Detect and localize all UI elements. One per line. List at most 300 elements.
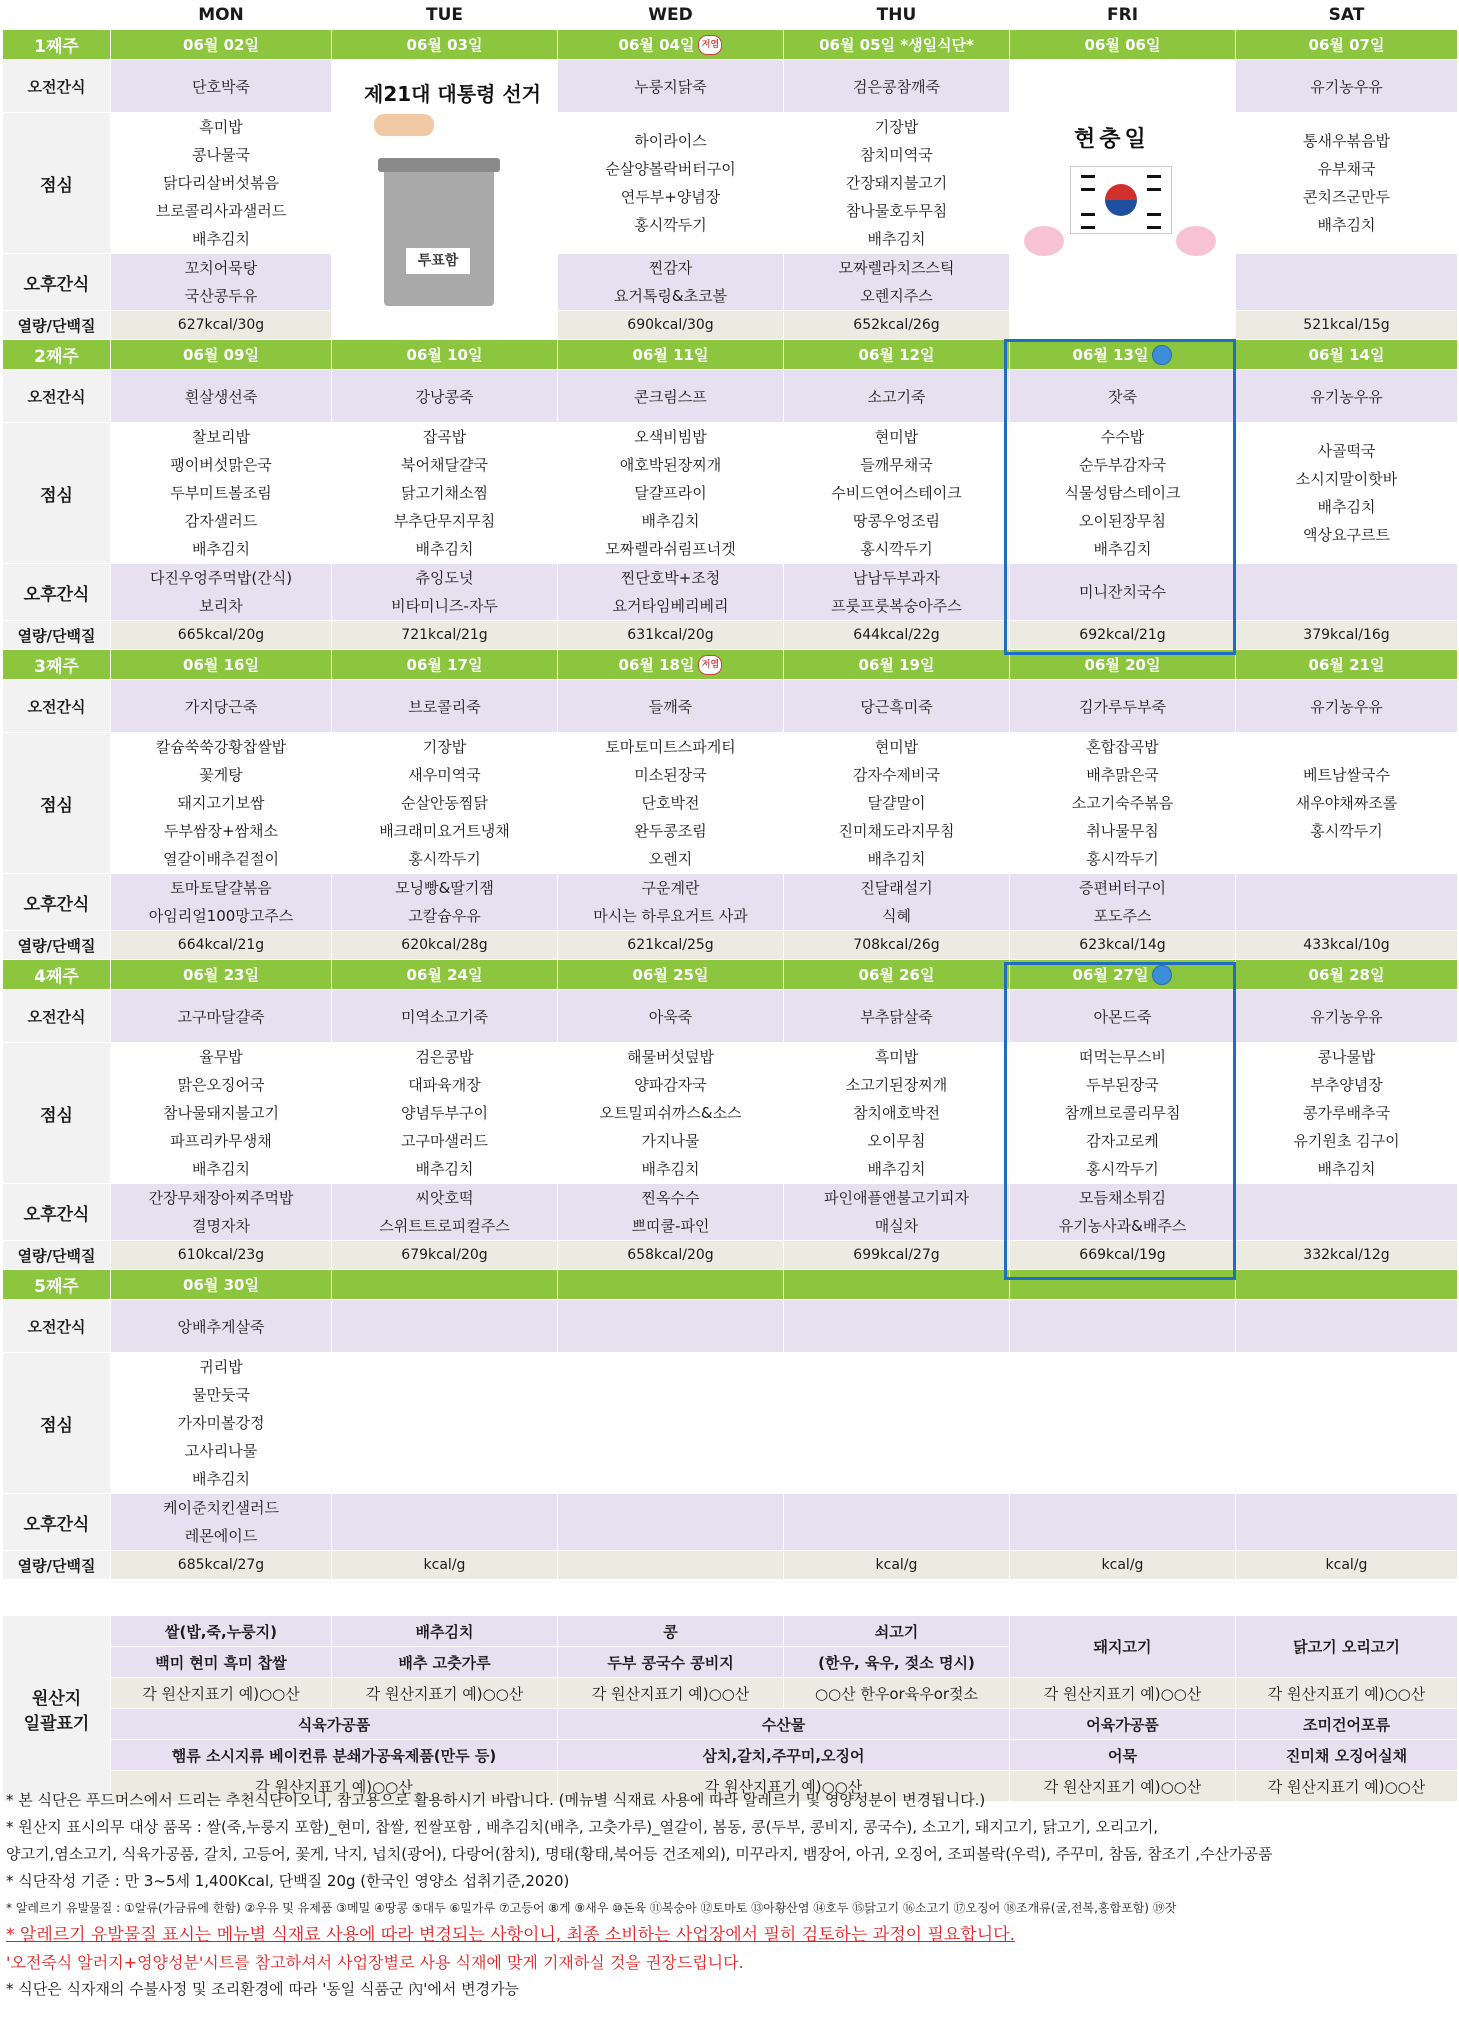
pm-snack-cell [558, 1494, 784, 1551]
date-cell [1010, 30, 1236, 60]
date-text: 06월 26일 [858, 966, 935, 984]
menu-item: 케이준치킨샐러드 [163, 1499, 279, 1517]
menu-item: 매실차 [874, 1217, 919, 1235]
lunch-cell [1010, 733, 1236, 874]
lunch-cell [1010, 423, 1236, 564]
kcal-cell: 685kcal/27g [111, 1551, 332, 1580]
menu-item: 팽이버섯맑은국 [170, 456, 272, 474]
day-tue: TUE [332, 1, 558, 30]
origin-dried-items: 진미채 오징어실채 [1236, 1740, 1458, 1771]
am-snack-cell: 당근흑미죽 [784, 680, 1010, 733]
pm-snack-label: 오후간식 [3, 1494, 111, 1551]
date-cell [784, 340, 1010, 370]
pm-snack-cell [1010, 874, 1236, 931]
kcal-row [3, 311, 1458, 340]
menu-item: 미소된장국 [634, 766, 707, 784]
menu-item: 토마토미트스파게티 [605, 738, 736, 756]
menu-item: 찐단호박+조청 [620, 569, 721, 587]
menu-item: 찐감자 [648, 259, 693, 277]
date-cell [784, 960, 1010, 990]
origin-val: 각 원산지표기 예)○○산 [111, 1771, 558, 1802]
menu-item: 열갈이배추겉절이 [163, 850, 279, 868]
origin-val: ○○산 한우or육우or젖소 [784, 1678, 1010, 1709]
menu-item: 고사리나물 [184, 1442, 258, 1460]
menu-item: 하이라이스 [634, 132, 707, 150]
menu-item: 베트남쌀국수 [1303, 766, 1390, 784]
lunch-cell [784, 733, 1010, 874]
date-text: 06월 30일 [183, 1276, 259, 1294]
week-header-row [3, 650, 1458, 680]
lunch-label: 점심 [3, 733, 111, 874]
pm-snack-cell [784, 1184, 1010, 1241]
kcal-cell: 652kcal/26g [784, 311, 1010, 340]
pm-snack-cell [332, 1184, 558, 1241]
note-allergen-list: * 알레르기 유발물질 : ①알류(가금류에 한함) ②우유 및 유제품 ③메밀 ④땅콩 ⑤대두 ⑥밀가루 ⑦고등어 ⑧게 ⑨새우 ⑩돈육 ⑪복숭아 ⑫토마토 ⑬아황산염 ⑭호두 ⑮닭고기 ⑯소고기 ⑰오징어 ⑱조개류(굴,전복,홍합포함) ⑲잣 [6, 1901, 1177, 1915]
kcal-cell: 521kcal/15g [1236, 311, 1458, 340]
menu-item: 들깨무채국 [860, 456, 933, 474]
am-snack-cell [1010, 1300, 1236, 1353]
am-snack-cell: 콘크림스프 [558, 370, 784, 423]
date-text: 06월 02일 [183, 36, 259, 54]
menu-item: 물만둣국 [192, 1386, 250, 1404]
menu-item: 포도주스 [1093, 907, 1152, 925]
date-text: 06월 16일 [183, 656, 259, 674]
lunch-cell [111, 733, 332, 874]
week-header-row [3, 1270, 1458, 1300]
corner-cell [3, 1, 111, 30]
lunch-cell [558, 113, 784, 254]
menu-item: 감자샐러드 [184, 512, 258, 530]
menu-item: 부추단무지무침 [393, 512, 496, 530]
date-text: 06월 23일 [183, 966, 259, 984]
menu-item: 배추김치 [192, 1160, 250, 1178]
menu-item: 오트밀피쉬까스&소스 [599, 1104, 742, 1122]
menu-item: 부추양념장 [1310, 1076, 1383, 1094]
lunch-cell [784, 1043, 1010, 1184]
pm-snack-cell [1010, 564, 1236, 621]
pm-snack-label: 오후간식 [3, 1184, 111, 1241]
menu-item: 아임리얼100망고주스 [148, 907, 294, 925]
lunch-cell [111, 423, 332, 564]
menu-item: 요거타임베리베리 [612, 597, 729, 615]
origin-val: 각 원산지표기 예)○○산 [111, 1678, 332, 1709]
menu-item: 새우미역국 [408, 766, 481, 784]
am-snack-cell: 앙배추게살죽 [111, 1300, 332, 1353]
menu-item: 배추김치 [1317, 216, 1376, 234]
am-snack-label: 오전간식 [3, 680, 111, 733]
pm-snack-cell [1236, 254, 1458, 311]
lunch-cell [558, 1043, 784, 1184]
menu-item: 흑미밥 [874, 1048, 919, 1066]
menu-item: 북어채달걀국 [401, 456, 488, 474]
menu-item: 배추김치 [415, 1160, 474, 1178]
menu-item: 토마토달걀볶음 [170, 879, 272, 897]
menu-item: 보리차 [199, 597, 243, 615]
lunch-cell [111, 1353, 332, 1494]
kcal-row [3, 1241, 1458, 1270]
am-snack-cell: 강낭콩죽 [332, 370, 558, 423]
menu-item: 배추김치 [1317, 498, 1376, 516]
menu-item: 수수밥 [1100, 428, 1145, 446]
origin-table [2, 1615, 1458, 1802]
origin-val: 각 원산지표기 예)○○산 [1236, 1771, 1458, 1802]
menu-item: 프룻프룻복숭아주스 [831, 597, 962, 615]
kcal-label: 열량/단백질 [3, 1241, 111, 1270]
origin-chicken-head: 닭고기 오리고기 [1236, 1616, 1458, 1678]
date-text: 06월 07일 [1308, 36, 1385, 54]
menu-item: 오렌지주스 [860, 287, 933, 305]
kcal-cell: 721kcal/21g [332, 621, 558, 650]
menu-item: 기장밥 [874, 118, 919, 136]
menu-item: 배추맑은국 [1086, 766, 1159, 784]
low-salt-icon: 저염 [698, 655, 722, 675]
lunch-label: 점심 [3, 1353, 111, 1494]
menu-item: 검은콩밥 [415, 1048, 474, 1066]
date-text: 06월 14일 [1308, 346, 1385, 364]
menu-item: 배추김치 [1093, 540, 1152, 558]
kcal-cell: 708kcal/26g [784, 931, 1010, 960]
week-header-row [3, 340, 1458, 370]
menu-item: 배추김치 [1317, 1160, 1376, 1178]
date-cell [558, 30, 784, 60]
menu-item: 배추김치 [867, 230, 926, 248]
lunch-cell [1236, 1353, 1458, 1494]
menu-item: 오색비빔밥 [634, 428, 707, 446]
date-cell [784, 30, 1010, 60]
menu-item: 배추김치 [192, 230, 250, 248]
week-header-row [3, 960, 1458, 990]
menu-item: 연두부+양념장 [620, 188, 721, 206]
menu-item: 현미밥 [874, 738, 919, 756]
menu-item: 칼슘쑥쑥강황찹쌀밥 [155, 738, 287, 756]
lunch-cell [1236, 733, 1458, 874]
pm-snack-cell [784, 564, 1010, 621]
pm-snack-label: 오후간식 [3, 254, 111, 311]
date-cell [784, 1270, 1010, 1300]
menu-item: 홍시깍두기 [634, 216, 707, 234]
lunch-cell [1010, 1353, 1236, 1494]
lunch-label: 점심 [3, 113, 111, 254]
date-text: 06월 09일 [183, 346, 259, 364]
lunch-row [3, 733, 1458, 874]
pm-snack-cell [111, 564, 332, 621]
globe-icon [1152, 345, 1172, 365]
date-text: 06월 25일 [632, 966, 709, 984]
date-cell [1010, 1270, 1236, 1300]
day-wed: WED [558, 1, 784, 30]
am-snack-row [3, 60, 1458, 113]
election-illustration [334, 66, 544, 316]
menu-item: 귀리밥 [199, 1358, 243, 1376]
menu-item: 식물성탐스테이크 [1064, 484, 1181, 502]
ballot-box-label: 투표함 [406, 248, 470, 274]
menu-item: 떠먹는무스비 [1079, 1048, 1166, 1066]
menu-item: 배추김치 [192, 1470, 250, 1488]
menu-item: 결명자차 [192, 1217, 250, 1235]
kcal-label: 열량/단백질 [3, 931, 111, 960]
menu-item: 가지나물 [641, 1132, 700, 1150]
pm-snack-row [3, 254, 1458, 311]
date-cell [558, 340, 784, 370]
pm-snack-row [3, 874, 1458, 931]
menu-item: 스위트트로피컬주스 [379, 1217, 510, 1235]
date-text: 06월 05일 *생일식단* [819, 36, 974, 54]
menu-item: 대파육개장 [408, 1076, 481, 1094]
menu-item: 홍시깍두기 [408, 850, 481, 868]
lunch-cell [1236, 113, 1458, 254]
lunch-cell [332, 423, 558, 564]
day-thu: THU [784, 1, 1010, 30]
day-header-row [3, 1, 1458, 30]
am-snack-cell: 단호박죽 [111, 60, 332, 113]
week-header-row [3, 30, 1458, 60]
menu-item: 꽃게탕 [199, 766, 243, 784]
origin-pork-head: 돼지고기 [1010, 1616, 1236, 1678]
am-snack-label: 오전간식 [3, 1300, 111, 1353]
menu-item: 닭다리살버섯볶음 [163, 174, 279, 192]
am-snack-cell [784, 1300, 1010, 1353]
pm-snack-cell [1010, 1184, 1236, 1241]
date-text: 06월 27일 [1072, 965, 1149, 984]
menu-item: 달걀말이 [867, 794, 926, 812]
am-snack-cell: 들깨죽 [558, 680, 784, 733]
am-snack-cell: 유기농우유 [1236, 60, 1458, 113]
menu-item: 간장무채장아찌주먹밥 [148, 1189, 294, 1207]
day-sat: SAT [1236, 1, 1458, 30]
lunch-cell [784, 423, 1010, 564]
lunch-label: 점심 [3, 423, 111, 564]
kcal-cell: 658kcal/20g [558, 1241, 784, 1270]
origin-val: 각 원산지표기 예)○○산 [1236, 1678, 1458, 1709]
menu-item: 식혜 [882, 907, 911, 925]
menu-item: 돼지고기보쌈 [177, 794, 265, 812]
am-snack-cell [1236, 1300, 1458, 1353]
menu-item: 비타미니즈-자두 [391, 597, 498, 615]
date-cell [111, 960, 332, 990]
menu-item: 참치미역국 [860, 146, 933, 164]
date-text: 06월 19일 [858, 656, 935, 674]
pm-snack-row [3, 1184, 1458, 1241]
menu-item: 오렌지 [648, 850, 693, 868]
menu-item: 브로콜리사과샐러드 [155, 202, 287, 220]
am-snack-cell: 누룽지닭죽 [558, 60, 784, 113]
lunch-cell [1236, 423, 1458, 564]
menu-item: 감자고로케 [1086, 1132, 1159, 1150]
pm-snack-row [3, 1494, 1458, 1551]
kcal-label: 열량/단백질 [3, 311, 111, 340]
menu-item: 양파감자국 [634, 1076, 707, 1094]
menu-item: 액상요구르트 [1303, 526, 1390, 544]
am-snack-cell: 검은콩참깨죽 [784, 60, 1010, 113]
kcal-cell: 332kcal/12g [1236, 1241, 1458, 1270]
date-cell [332, 960, 558, 990]
menu-item: 홍시깍두기 [1086, 850, 1159, 868]
lunch-row [3, 113, 1458, 254]
origin-kimchi-items: 배추 고춧가루 [332, 1647, 558, 1678]
week-label: 1째주 [3, 30, 111, 60]
menu-item: 홍시깍두기 [860, 540, 933, 558]
footnotes [6, 1787, 1451, 2003]
pm-snack-cell [1236, 1494, 1458, 1551]
pm-snack-label: 오후간식 [3, 564, 111, 621]
menu-item: 배추김치 [641, 512, 700, 530]
lunch-cell [558, 1353, 784, 1494]
origin-dried-head: 조미건어포류 [1236, 1709, 1458, 1740]
date-cell [1010, 650, 1236, 680]
flower-icon [1176, 226, 1216, 256]
menu-item: 모짜렐라치즈스틱 [838, 259, 955, 277]
kcal-row [3, 621, 1458, 650]
lunch-cell [332, 1353, 558, 1494]
pm-snack-cell [332, 564, 558, 621]
lunch-label: 점심 [3, 1043, 111, 1184]
date-cell [1010, 340, 1236, 370]
lunch-cell [1010, 1043, 1236, 1184]
date-cell [111, 340, 332, 370]
menu-item: 모듬채소튀김 [1079, 1189, 1166, 1207]
am-snack-cell: 유기농우유 [1236, 990, 1458, 1043]
lunch-row [3, 1353, 1458, 1494]
kcal-label: 열량/단백질 [3, 621, 111, 650]
origin-bean-head: 콩 [558, 1616, 784, 1647]
menu-item: 소고기된장찌개 [845, 1076, 948, 1094]
kcal-cell: kcal/g [1236, 1551, 1458, 1580]
menu-item: 소고기숙주볶음 [1071, 794, 1174, 812]
date-cell [332, 1270, 558, 1300]
date-cell [1236, 960, 1458, 990]
menu-item: 두부미트볼조림 [170, 484, 272, 502]
flower-icon [1024, 226, 1064, 256]
am-snack-cell: 아욱죽 [558, 990, 784, 1043]
lunch-cell [332, 1043, 558, 1184]
am-snack-cell: 미역소고기죽 [332, 990, 558, 1043]
menu-item: 미니잔치국수 [1079, 583, 1166, 601]
lunch-cell [111, 113, 332, 254]
menu-item: 콩가루배추국 [1303, 1104, 1390, 1122]
am-snack-cell: 잣죽 [1010, 370, 1236, 423]
origin-rice-head: 쌀(밥,죽,누룽지) [111, 1616, 332, 1647]
menu-item: 율무밥 [199, 1048, 243, 1066]
date-cell [558, 960, 784, 990]
menu-item: 배추김치 [867, 1160, 926, 1178]
am-snack-row [3, 680, 1458, 733]
menu-item: 달걀프라이 [634, 484, 707, 502]
menu-item: 애호박된장찌개 [619, 456, 722, 474]
origin-val: 각 원산지표기 예)○○산 [332, 1678, 558, 1709]
menu-item: 혼합잡곡밥 [1086, 738, 1159, 756]
menu-item: 가자미볼강정 [177, 1414, 265, 1432]
kcal-cell: kcal/g [784, 1551, 1010, 1580]
weekly-menu-table [2, 0, 1458, 1580]
menu-item: 배추김치 [192, 540, 250, 558]
origin-processed-meat-items: 햄류 소시지류 베이컨류 분쇄가공육제품(만두 등) [111, 1740, 558, 1771]
menu-item: 땅콩우엉조림 [853, 512, 940, 530]
kcal-cell: 669kcal/19g [1010, 1241, 1236, 1270]
low-salt-icon: 저염 [698, 35, 722, 55]
date-text: 06월 10일 [406, 346, 483, 364]
pm-snack-cell [111, 1494, 332, 1551]
week-label: 3째주 [3, 650, 111, 680]
pm-snack-cell [1236, 1184, 1458, 1241]
menu-item: 새우야채짜조롤 [1295, 794, 1398, 812]
menu-item: 단호박전 [641, 794, 700, 812]
pm-snack-cell [111, 254, 332, 311]
menu-item: 요거톡링&초코볼 [613, 287, 728, 305]
date-text: 06월 03일 [406, 36, 483, 54]
week-label: 5째주 [3, 1270, 111, 1300]
origin-val: 각 원산지표기 예)○○산 [1010, 1771, 1236, 1802]
menu-item: 콘치즈군만두 [1303, 188, 1390, 206]
menu-item: 파인애플앤불고기피자 [824, 1189, 969, 1207]
lunch-row [3, 1043, 1458, 1184]
menu-item: 참깨브로콜리무침 [1064, 1104, 1181, 1122]
am-snack-cell: 아몬드죽 [1010, 990, 1236, 1043]
origin-seafood-items: 삼치,갈치,주꾸미,오징어 [558, 1740, 1010, 1771]
pm-snack-cell [558, 564, 784, 621]
menu-item: 순살양볼락버터구이 [605, 160, 736, 178]
menu-item: 닭고기채소찜 [401, 484, 488, 502]
am-snack-cell: 가지당근죽 [111, 680, 332, 733]
kcal-cell: 699kcal/27g [784, 1241, 1010, 1270]
menu-item: 찐옥수수 [641, 1189, 700, 1207]
am-snack-cell: 유기농우유 [1236, 370, 1458, 423]
am-snack-row [3, 990, 1458, 1043]
date-cell [111, 1270, 332, 1300]
date-text: 06월 18일 [618, 655, 695, 674]
date-cell [784, 650, 1010, 680]
note-line: * 식단은 식자재의 수불사정 및 조리환경에 따라 '동일 식품군 內'에서 변경가능 [6, 1980, 520, 1998]
pm-snack-cell [1236, 874, 1458, 931]
menu-item: 유부채국 [1317, 160, 1376, 178]
menu-item: 쁘띠쿨-파인 [631, 1217, 710, 1235]
kcal-cell: 623kcal/14g [1010, 931, 1236, 960]
menu-item: 츄잉도넛 [415, 569, 474, 587]
memorial-illustration [1010, 66, 1230, 316]
menu-item: 오이무침 [867, 1132, 926, 1150]
kcal-cell: 620kcal/28g [332, 931, 558, 960]
origin-beef-items: (한우, 육우, 젖소 명시) [784, 1647, 1010, 1678]
date-text: 06월 24일 [406, 966, 483, 984]
date-cell [1236, 30, 1458, 60]
pm-snack-label: 오후간식 [3, 874, 111, 931]
pm-snack-cell [111, 1184, 332, 1241]
origin-val: 각 원산지표기 예)○○산 [558, 1678, 784, 1709]
date-cell [1010, 960, 1236, 990]
day-mon: MON [111, 1, 332, 30]
date-text: 06월 13일 [1072, 345, 1149, 364]
menu-item: 기장밥 [422, 738, 467, 756]
pm-snack-cell [332, 874, 558, 931]
pm-snack-cell [784, 254, 1010, 311]
am-snack-row [3, 1300, 1458, 1353]
date-text: 06월 17일 [406, 656, 483, 674]
menu-item: 국산콩두유 [184, 287, 258, 305]
kcal-cell: 679kcal/20g [332, 1241, 558, 1270]
menu-item: 통새우볶음밥 [1303, 132, 1390, 150]
kcal-cell: 690kcal/30g [558, 311, 784, 340]
am-snack-cell: 부추닭살죽 [784, 990, 1010, 1043]
pm-snack-cell [784, 874, 1010, 931]
korean-flag-icon [1070, 166, 1172, 234]
menu-item: 다진우엉주먹밥(간식) [149, 569, 293, 587]
menu-item: 고칼슘우유 [408, 907, 481, 925]
am-snack-cell: 흰살생선죽 [111, 370, 332, 423]
lunch-cell [558, 423, 784, 564]
note-line: * 식단작성 기준 : 만 3~5세 1,400Kcal, 단백질 20g (한국인 영양소 섭취기준,2020) [6, 1872, 570, 1890]
menu-item: 콩나물국 [192, 146, 250, 164]
pm-snack-cell [111, 874, 332, 931]
menu-item: 구운계란 [641, 879, 700, 897]
